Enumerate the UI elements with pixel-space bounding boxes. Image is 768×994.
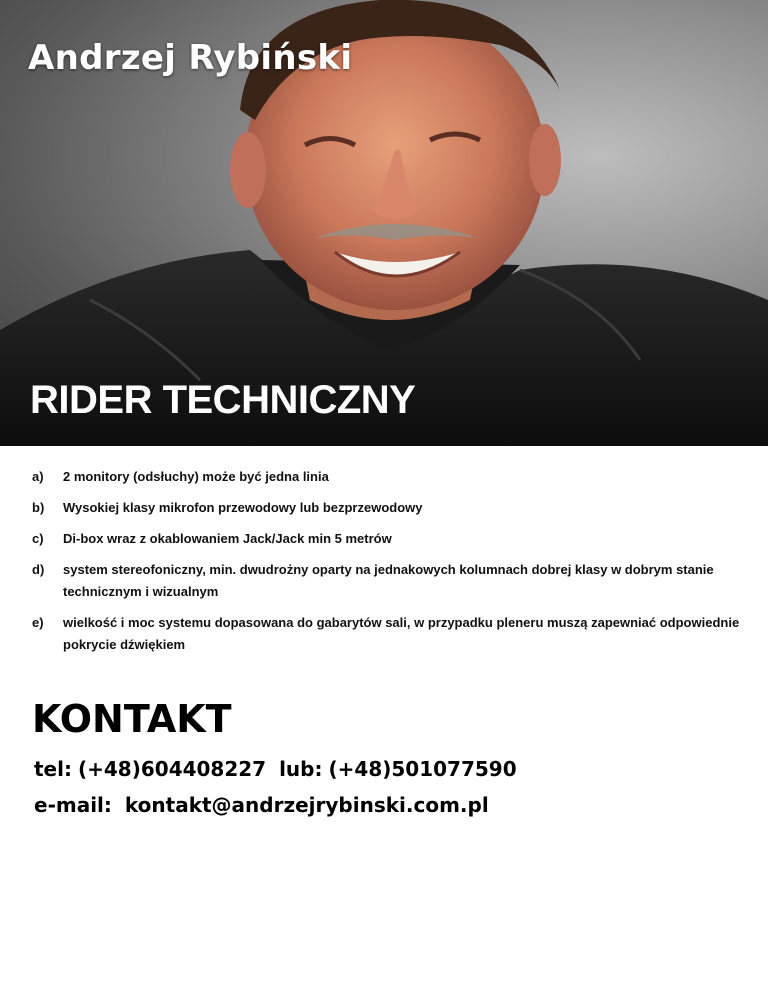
tel-label: tel:	[34, 757, 72, 781]
list-item	[32, 466, 742, 488]
item-marker: a)	[32, 469, 44, 484]
artist-name: Andrzej Rybiński	[28, 38, 353, 78]
item-text: Wysokiej klasy mikrofon przewodowy lub bezprzewodowy	[63, 500, 423, 515]
item-marker: b)	[32, 500, 45, 515]
item-marker: e)	[32, 615, 44, 630]
item-text: Di-box wraz z okablowaniem Jack/Jack min 5 metrów	[63, 531, 392, 546]
email-label: e-mail:	[34, 793, 112, 817]
list-item	[32, 528, 742, 550]
item-text: wielkość i moc systemu dopasowana do gabarytów sali, w przypadku pleneru muszą zapewniać odpowiednie pokrycie dźwiękiem	[63, 615, 740, 652]
tel-number[interactable]: (+48)604408227	[77, 757, 267, 781]
requirements-list	[32, 466, 742, 665]
phone-line	[34, 757, 523, 781]
alt-tel-number[interactable]: (+48)501077590	[328, 757, 517, 781]
list-item	[32, 559, 742, 603]
contact-heading: KONTAKT	[32, 697, 232, 741]
list-item	[32, 612, 742, 656]
item-text: system stereofoniczny, min. dwudrożny oparty na jednakowych kolumnach dobrej klasy w dobrym stanie technicznym i wizualnym	[63, 562, 714, 599]
rider-title: RIDER TECHNICZNY	[30, 378, 416, 422]
item-marker: d)	[32, 562, 45, 577]
hero-photo-banner	[0, 0, 768, 446]
alt-tel-label: lub:	[279, 757, 323, 781]
email-line	[34, 793, 495, 817]
item-marker: c)	[32, 531, 44, 546]
list-item	[32, 497, 742, 519]
email-link[interactable]: kontakt@andrzejrybinski.com.pl	[124, 793, 489, 817]
item-text: 2 monitory (odsłuchy) może być jedna linia	[63, 469, 329, 484]
